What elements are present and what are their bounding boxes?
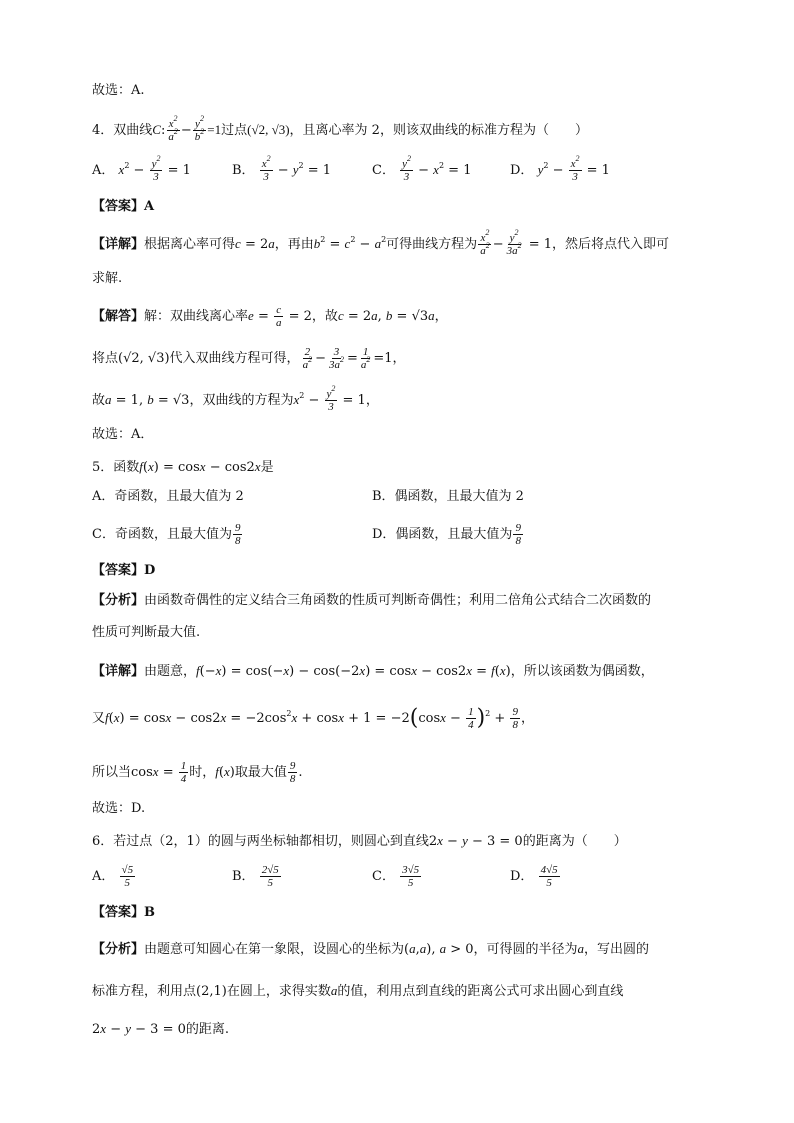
detail-4: 【详解】根据离心率可得c = 2a，再由$b^2 = c^2 - a^2$可得曲线方程为 $\frac{x^2}{a^2}$ − $\frac{y^2}{3a^2}$ = 1，然后将点代入即可: [92, 228, 670, 257]
q4-option-c: C． $\frac{y^2}{3}$ − $x^2 = 1$: [372, 154, 472, 183]
choice-4: 故选：A．: [92, 427, 154, 442]
answer-5: 【答案】D: [92, 563, 156, 578]
q6-option-d: D． $\frac{4√5}{5}$: [510, 864, 558, 889]
detail-5-expand: 又$f(x) = \cos x - \cos 2x = -2\cos^2x + \cos x + 1 = -2(\cos x$ − $\frac{1}{4}$ )$^2$ + $\frac{9}{8}$ ，: [92, 705, 534, 731]
q4-option-b: B． $\frac{x^2}{3}$ − $y^2 = 1$: [232, 154, 332, 183]
detail-4-cont: 求解.: [92, 271, 123, 286]
question-5: 5．函数f(x) = cosx − cos2x是: [92, 459, 274, 475]
analysis-6: 【分析】由题意可知圆心在第一象限，设圆心的坐标为(a,a), a > 0，可得圆的半径为a，写出圆的: [92, 941, 650, 957]
detail-5: 【详解】由题意，f(−x) = cos(−x) − cos(−2x) = cosx − cos2x = f(x)，所以该函数为偶函数，: [92, 663, 654, 679]
analysis-5: 【分析】由函数奇偶性的定义结合三角函数的性质可判断奇偶性；利用二倍角公式结合二次函数的: [92, 593, 652, 608]
detail-5-max: 所以当cosx = $\frac{1}{4}$ 时，f(x)取最大值 $\frac{9}{8}$ .: [92, 760, 303, 785]
q5-option-a: A．奇函数，且最大值为 2: [92, 489, 244, 504]
question-6: 6．若过点（2，1）的圆与两坐标轴都相切，则圆心到直线2x − y − 3 = 0的距离为（ ）: [92, 833, 627, 849]
analysis-6-end: 2x − y − 3 = 0的距离.: [92, 1021, 230, 1037]
solution-4: 【解答】解：双曲线离心率e = $\frac{c}{a}$ = 2，故c = 2a, b = √3a，: [92, 304, 448, 329]
answer-6: 【答案】B: [92, 905, 155, 920]
solution-4-result: 故a = 1, b = √3，双曲线的方程为$x^2$ − $\frac{y^2}{3}$ = 1，: [92, 384, 379, 413]
q4-option-a: A． $x^2$ − $\frac{y^2}{3}$ = 1: [92, 154, 191, 183]
choice-5: 故选：D.: [92, 801, 146, 816]
answer-4: 【答案】A: [92, 199, 155, 214]
q6-option-a: A． $\frac{√5}{5}$: [92, 864, 134, 889]
q6-option-c: C． $\frac{3√5}{5}$: [372, 864, 420, 889]
q5-option-d: D．偶函数，且最大值为 $\frac{9}{8}$: [372, 522, 521, 547]
q5-option-b: B．偶函数，且最大值为 2: [372, 489, 524, 504]
answer-choice-text: 故选：A.: [92, 83, 145, 98]
q4-option-d: D． $y^2$ − $\frac{x^2}{3}$ = 1: [510, 154, 610, 183]
solution-4-sub: 将点(√2, √3)代入双曲线方程可得， $\frac{2}{a^2}$ − $\frac{3}{3a^2}$ = $\frac{1}{a^2}$ =1，: [92, 346, 406, 371]
q5-option-c: C．奇函数，且最大值为 $\frac{9}{8}$: [92, 522, 241, 547]
q6-option-b: B． $\frac{2√5}{5}$: [232, 864, 279, 889]
question-4: 4．双曲线C: $\frac{x^2}{a^2}$ − $\frac{y^2}{b^2}$ =1过点(√2, √3)，且离心率为 2，则该双曲线的标准方程为（ ）: [92, 114, 588, 143]
analysis-5-cont: 性质可判断最大值.: [92, 625, 201, 640]
analysis-6-cont: 标准方程，利用点(2,1)在圆上，求得实数a的值，利用点到直线的距离公式可求出圆心到直线: [92, 983, 624, 999]
